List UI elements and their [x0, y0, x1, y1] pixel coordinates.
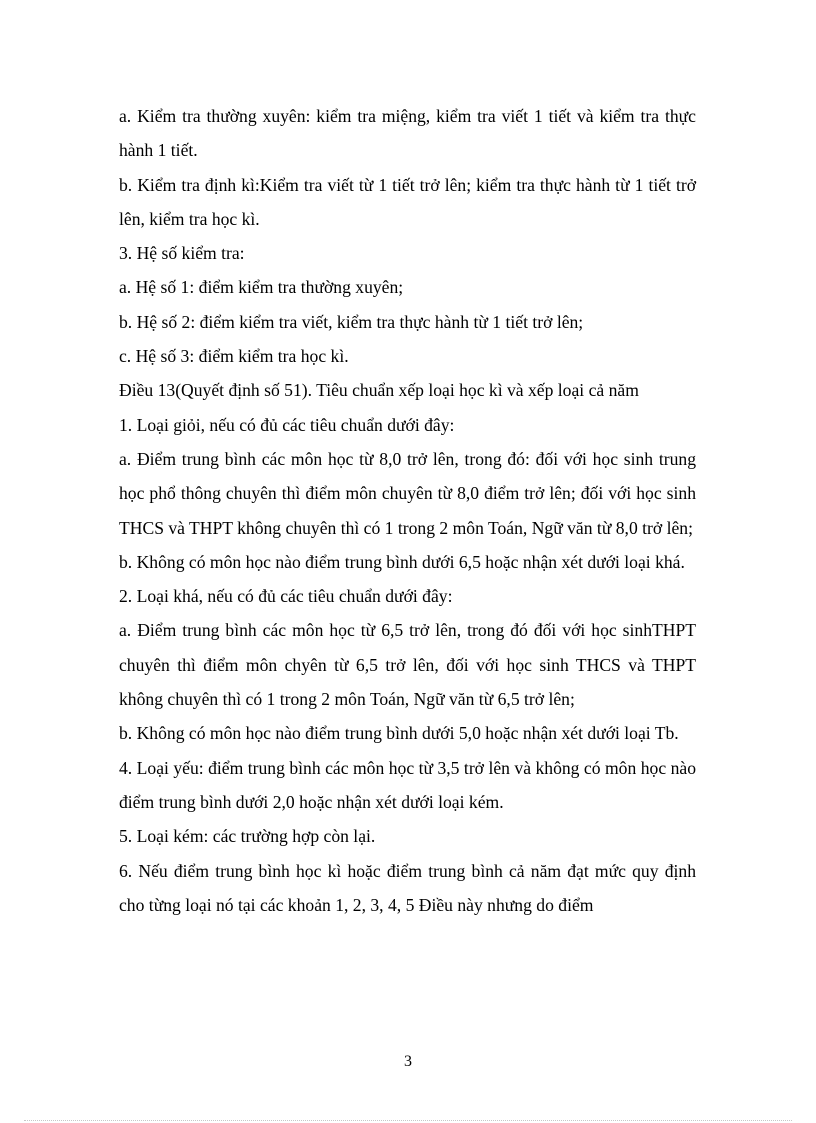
section-heading: Điều 13(Quyết định số 51). Tiêu chuẩn xếp loại học kì và xếp loại cả năm: [119, 380, 639, 401]
paragraph: a. Kiểm tra thường xuyên: kiểm tra miệng, kiểm tra viết 1 tiết và kiểm tra thực hành 1 tiết.: [119, 106, 696, 161]
paragraph: 2. Loại khá, nếu có đủ các tiêu chuẩn dưới đây:: [119, 586, 453, 607]
paragraph: a. Điểm trung bình các môn học từ 6,5 trở lên, trong đó đối với học sinhTHPT chuyên thì điểm môn chyên từ 6,5 trở lên, đối với học sinh THCS và THPT không chuyên thì có 1 trong 2 môn Toán, Ngữ văn từ 6,5 trở lên;: [119, 620, 696, 710]
paragraph: 1. Loại giỏi, nếu có đủ các tiêu chuẩn dưới đây:: [119, 414, 455, 435]
paragraph: a. Điểm trung bình các môn học từ 8,0 trở lên, trong đó: đối với học sinh trung học phổ thông chuyên thì điểm môn chuyên từ 8,0 điểm trở lên; đối với học sinh THCS và THPT không chuyên thì có 1 trong 2 môn Toán, Ngữ văn từ 8,0 trở lên;: [119, 448, 696, 538]
paragraph: c. Hệ số 3: điểm kiểm tra học kì.: [119, 346, 349, 367]
page-bottom-divider: [24, 1120, 792, 1121]
page-number: 3: [404, 1053, 412, 1070]
paragraph: b. Không có môn học nào điểm trung bình dưới 6,5 hoặc nhận xét dưới loại khá.: [119, 551, 685, 572]
paragraph: b. Hệ số 2: điểm kiểm tra viết, kiểm tra thực hành từ 1 tiết trở lên;: [119, 311, 584, 332]
paragraph: 4. Loại yếu: điểm trung bình các môn học từ 3,5 trở lên và không có môn học nào điểm trung bình dưới 2,0 hoặc nhận xét dưới loại kém.: [119, 757, 696, 812]
paragraph: 6. Nếu điểm trung bình học kì hoặc điểm trung bình cả năm đạt mức quy định cho từng loại nó tại các khoản 1, 2, 3, 4, 5 Điều này nhưng do điểm: [119, 860, 696, 915]
paragraph: a. Hệ số 1: điểm kiểm tra thường xuyên;: [119, 277, 404, 298]
paragraph: b. Kiểm tra định kì:Kiểm tra viết từ 1 tiết trở lên; kiểm tra thực hành từ 1 tiết trở lên, kiểm tra học kì.: [119, 174, 696, 229]
paragraph: 5. Loại kém: các trường hợp còn lại.: [119, 826, 376, 847]
document-body: [119, 99, 696, 922]
paragraph: 3. Hệ số kiểm tra:: [119, 243, 245, 264]
paragraph: b. Không có môn học nào điểm trung bình dưới 5,0 hoặc nhận xét dưới loại Tb.: [119, 723, 679, 744]
